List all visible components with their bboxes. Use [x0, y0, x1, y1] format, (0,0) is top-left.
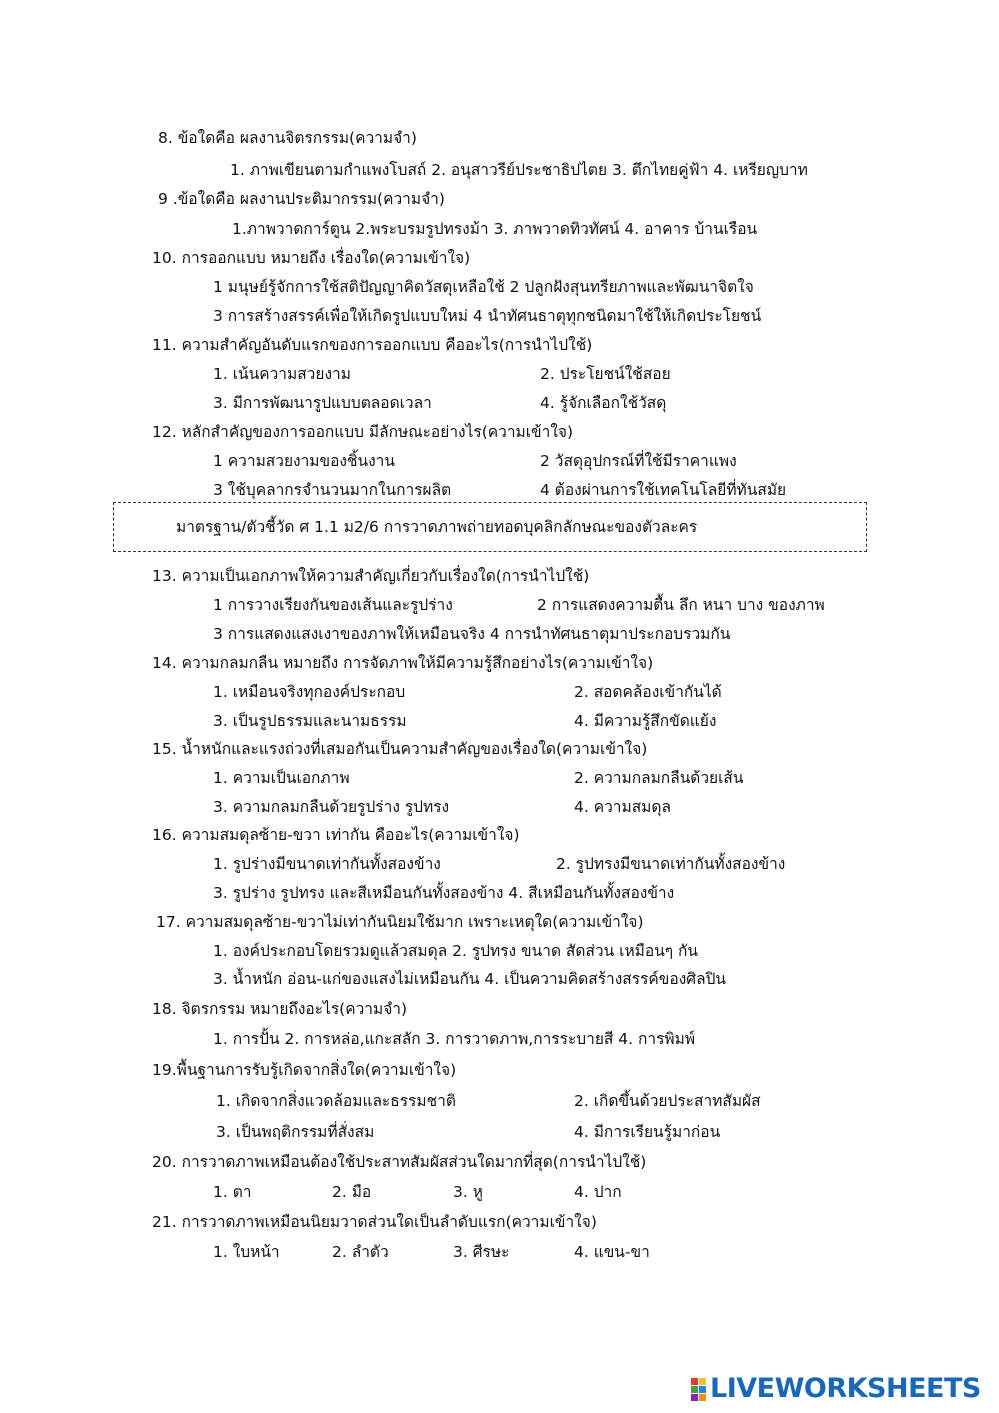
question-16: 16. ความสมดุลซ้าย-ขวา เท่ากัน คืออะไร(ความเข้าใจ) — [152, 826, 520, 844]
q14-option-2: 2. สอดคล้องเข้ากันได้ — [574, 683, 722, 701]
q21-option-4: 4. แขน-ขา — [574, 1243, 650, 1261]
q12-option-4: 4 ต้องผ่านการใช้เทคโนโลยีที่ทันสมัย — [540, 481, 787, 499]
logo-block — [691, 1378, 698, 1385]
q19-option-3: 3. เป็นพฤติกรรมที่สั่งสม — [216, 1123, 375, 1141]
liveworksheets-logo — [691, 1373, 981, 1404]
question-19: 19.พื้นฐานการรับรู้เกิดจากสิ่งใด(ความเข้าใจ) — [152, 1061, 457, 1079]
q15-option-3: 3. ความกลมกลืนด้วยรูปร่าง รูปทรง — [213, 798, 450, 816]
logo-block — [699, 1394, 706, 1401]
question-17: 17. ความสมดุลซ้าย-ขวาไม่เท่ากันนิยมใช้มาก เพราะเหตุใด(ความเข้าใจ) — [156, 913, 644, 931]
q15-option-1: 1. ความเป็นเอกภาพ — [213, 769, 350, 787]
q8-options: 1. ภาพเขียนตามกำแพงโบสถ์ 2. อนุสาวรีย์ประชาธิปไตย 3. ตึกไทยคู่ฟ้า 4. เหรียญบาท — [230, 161, 808, 179]
q11-option-4: 4. รู้จักเลือกใช้วัสดุ — [540, 394, 667, 412]
q20-option-1: 1. ตา — [213, 1183, 252, 1201]
q21-option-3: 3. ศีรษะ — [453, 1243, 510, 1261]
q11-option-3: 3. มีการพัฒนารูปแบบตลอดเวลา — [213, 394, 432, 412]
q14-option-3: 3. เป็นรูปธรรมและนามธรรม — [213, 712, 407, 730]
q16-option-row-2: 3. รูปร่าง รูปทรง และสีเหมือนกันทั้งสองข้าง 4. สีเหมือนกันทั้งสองข้าง — [213, 884, 675, 902]
q15-option-2: 2. ความกลมกลืนด้วยเส้น — [574, 769, 744, 787]
q13-option-row-2: 3 การแสดงแสงเงาของภาพให้เหมือนจริง 4 การนำทัศนธาตุมาประกอบรวมกัน — [213, 625, 731, 643]
q13-option-1: 1 การวางเรียงกันของเส้นและรูปร่าง — [213, 596, 453, 614]
q16-option-1: 1. รูปร่างมีขนาดเท่ากันทั้งสองข้าง — [213, 855, 441, 873]
q13-option-2: 2 การแสดงความตื้น ลึก หนา บาง ของภาพ — [537, 596, 825, 614]
q11-option-2: 2. ประโยชน์ใช้สอย — [540, 365, 671, 383]
question-8: 8. ข้อใดคือ ผลงานจิตรกรรม(ความจำ) — [158, 129, 417, 147]
q14-option-4: 4. มีความรู้สึกขัดแย้ง — [574, 712, 717, 730]
q12-option-3: 3 ใช้บุคลากรจำนวนมากในการผลิต — [213, 481, 452, 499]
logo-block — [699, 1378, 706, 1385]
q16-option-2: 2. รูปทรงมีขนาดเท่ากันทั้งสองข้าง — [556, 855, 786, 873]
question-21: 21. การวาดภาพเหมือนนิยมวาดส่วนใดเป็นลำดับแรก(ความเข้าใจ) — [152, 1213, 597, 1231]
logo-blocks-icon — [691, 1378, 706, 1401]
question-12: 12. หลักสำคัญของการออกแบบ มีลักษณะอย่างไร(ความเข้าใจ) — [152, 423, 574, 441]
question-20: 20. การวาดภาพเหมือนต้องใช้ประสาทสัมผัสส่วนใดมากที่สุด(การนำไปใช้) — [152, 1153, 647, 1171]
standard-indicator-text: มาตรฐาน/ตัวชี้วัด ศ 1.1 ม2/6 การวาดภาพถ่ายทอดบุคลิกลักษณะของตัวละคร — [176, 518, 698, 536]
question-11: 11. ความสำคัญอันดับแรกของการออกแบบ คืออะไร(การนำไปใช้) — [152, 336, 593, 354]
q19-option-4: 4. มีการเรียนรู้มาก่อน — [574, 1123, 721, 1141]
q12-option-1: 1 ความสวยงามของชิ้นงาน — [213, 452, 395, 470]
q17-option-row-1: 1. องค์ประกอบโดยรวมดูแล้วสมดุล 2. รูปทรง ขนาด สัดส่วน เหมือนๆ กัน — [213, 942, 699, 960]
q10-option-row-1: 1 มนุษย์รู้จักการใช้สติปัญญาคิดวัสดุเหลือใช้ 2 ปลูกฝังสุนทรียภาพและพัฒนาจิตใจ — [213, 278, 754, 296]
question-10: 10. การออกแบบ หมายถึง เรื่องใด(ความเข้าใจ) — [152, 249, 471, 267]
logo-block — [691, 1386, 698, 1393]
q20-option-2: 2. มือ — [332, 1183, 372, 1201]
question-14: 14. ความกลมกลืน หมายถึง การจัดภาพให้มีความรู้สึกอย่างไร(ความเข้าใจ) — [152, 654, 654, 672]
q12-option-2: 2 วัสดุอุปกรณ์ที่ใช้มีราคาแพง — [540, 452, 737, 470]
q18-options: 1. การปั้น 2. การหล่อ,แกะสลัก 3. การวาดภาพ,การระบายสี 4. การพิมพ์ — [213, 1030, 696, 1048]
q20-option-3: 3. หู — [453, 1183, 483, 1201]
q17-option-row-2: 3. น้ำหนัก อ่อน-แก่ของแสงไม่เหมือนกัน 4. เป็นความคิดสร้างสรรค์ของศิลปิน — [213, 970, 727, 988]
q20-option-4: 4. ปาก — [574, 1183, 622, 1201]
logo-block — [691, 1394, 698, 1401]
q15-option-4: 4. ความสมดุล — [574, 798, 671, 816]
q10-option-row-2: 3 การสร้างสรรค์เพื่อให้เกิดรูปแบบใหม่ 4 นำทัศนธาตุทุกชนิดมาใช้ให้เกิดประโยชน์ — [213, 307, 762, 325]
logo-block — [699, 1386, 706, 1393]
q19-option-1: 1. เกิดจากสิ่งแวดล้อมและธรรมชาติ — [216, 1092, 456, 1110]
q11-option-1: 1. เน้นความสวยงาม — [213, 365, 351, 383]
question-18: 18. จิตรกรรม หมายถึงอะไร(ความจำ) — [152, 1000, 408, 1018]
q9-options: 1.ภาพวาดการ์ตูน 2.พระบรมรูปทรงม้า 3. ภาพวาดทิวทัศน์ 4. อาคาร บ้านเรือน — [232, 220, 758, 238]
question-13: 13. ความเป็นเอกภาพให้ความสำคัญเกี่ยวกับเรื่องใด(การนำไปใช้) — [152, 567, 590, 585]
q19-option-2: 2. เกิดขึ้นด้วยประสาทสัมผัส — [574, 1092, 761, 1110]
standard-indicator-box — [113, 502, 867, 552]
q21-option-1: 1. ใบหน้า — [213, 1243, 280, 1261]
question-15: 15. น้ำหนักและแรงถ่วงที่เสมอกันเป็นความสำคัญของเรื่องใด(ความเข้าใจ) — [152, 740, 648, 758]
q14-option-1: 1. เหมือนจริงทุกองค์ประกอบ — [213, 683, 406, 701]
question-9: 9 .ข้อใดคือ ผลงานประติมากรรม(ความจำ) — [158, 190, 445, 208]
liveworksheets-wordmark: LIVEWORKSHEETS — [710, 1373, 981, 1404]
q21-option-2: 2. ลำตัว — [332, 1243, 389, 1261]
